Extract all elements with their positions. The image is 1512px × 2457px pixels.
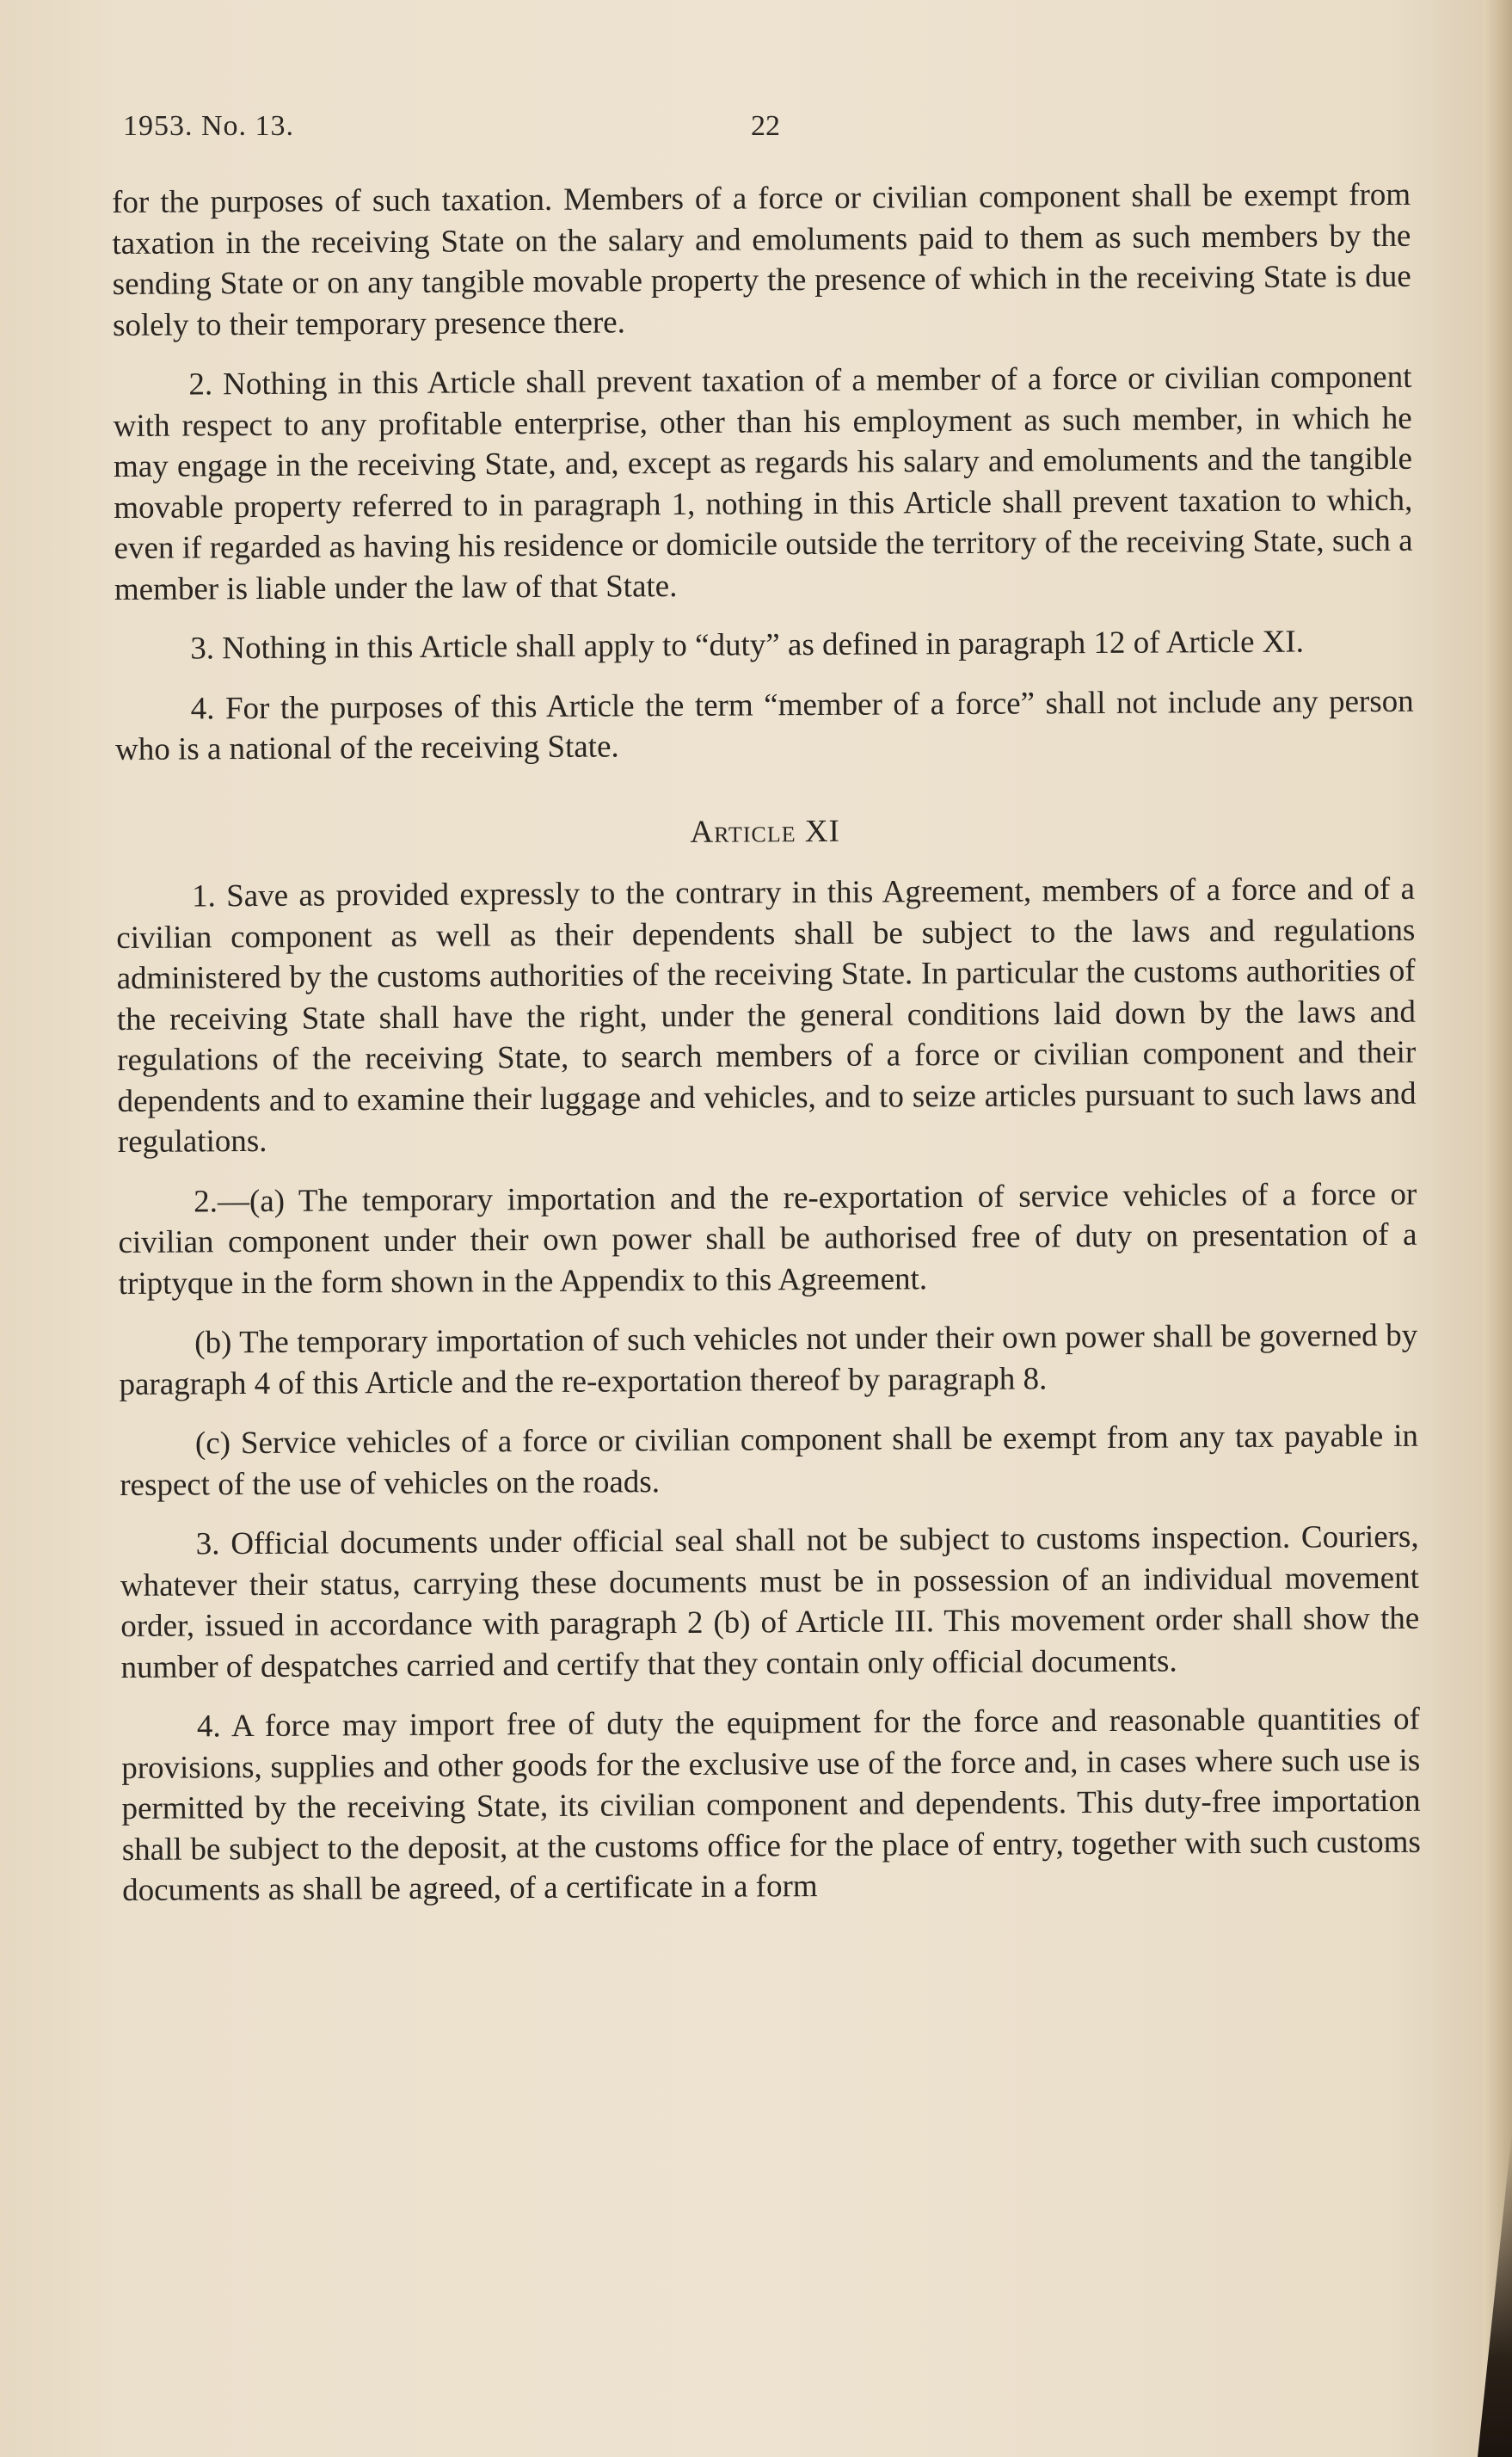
article-paragraph-4: 4. A force may import free of duty the equipment for the force and reasonable quantities of provisions, supplies and other goods for the exclusive use of the force and, in cases where such use is permitted by the receiving State, its civilian component and dependents. This duty-free importation shall be subject to the deposit, at the customs office for the place of entry, together with such customs documents as shall be agreed, of a certificate in a form xyxy=(121,1701,1421,1908)
body-text xyxy=(112,175,1421,1931)
paragraph-3: 3. Nothing in this Article shall apply to “duty” as defined in paragraph 12 of Article XI. xyxy=(190,624,1305,667)
article-paragraph-2a: 2.—(a) The temporary importation and the re-exportation of service vehicles of a force or civilian component under their own power shall be authorised free of duty on presentation of a triptyque in the form shown in the Appendix to this Agreement. xyxy=(118,1176,1417,1302)
header-year-number: 1953. No. 13. xyxy=(123,110,295,142)
article-paragraph-1: 1. Save as provided expressly to the contrary in this Agreement, members of a force and of a civilian component as well as their dependents shall be subject to the laws and regulations administered by the customs authorities of the receiving State. In particular the customs authorities of the receiving State shall have the right, under the general conditions laid down by the laws and regulations of the receiving State, to search members of a force or civilian component and their dependents and to examine their luggage and vehicles, and to seize articles pursuant to such laws and regulations. xyxy=(116,871,1417,1160)
paragraph-4: 4. For the purposes of this Article the term “member of a force” shall not include any person who is a national of the receiving State. xyxy=(114,683,1414,767)
page-number: 22 xyxy=(751,110,780,142)
paragraph-2: 2. Nothing in this Article shall prevent taxation of a member of a force or civilian component with respect to any profitable enterprise, other than his employment as such member, in which he may engage in the receiving State, and, except as regards his salary and emoluments and the tangible movable property referred to in paragraph 1, nothing in this Article shall prevent taxation to which, even if regarded as having his residence or domicile outside the territory of the receiving State, such a member is liable under the law of that State. xyxy=(113,359,1413,607)
article-paragraph-3: 3. Official documents under official seal shall not be subject to customs inspection. Couriers, whatever their status, carrying these documents must be in possession of an individual movement order, issued in accordance with paragraph 2 (b) of Article III. This movement order shall show the number of despatches carried and certify that they contain only official documents. xyxy=(120,1518,1420,1685)
article-paragraph-2b: (b) The temporary importation of such vehicles not under their own power shall be governed by paragraph 4 of this Article and the re-exportation thereof by paragraph 8. xyxy=(119,1317,1418,1402)
article-heading: Article XI xyxy=(690,813,840,850)
running-header xyxy=(123,110,1413,153)
article-paragraph-2c: (c) Service vehicles of a force or civilian component shall be exempt from any tax payable in respect of the use of vehicles on the roads. xyxy=(120,1418,1419,1503)
page-edge xyxy=(1483,0,1512,2457)
paragraph-continuation: for the purposes of such taxation. Members of a force or civilian component shall be exempt from taxation in the receiving State on the salary and emoluments paid to them as such members by the sending State or on any tangible movable property the presence of which in the receiving State is due solely to their temporary presence there. xyxy=(112,176,1411,343)
